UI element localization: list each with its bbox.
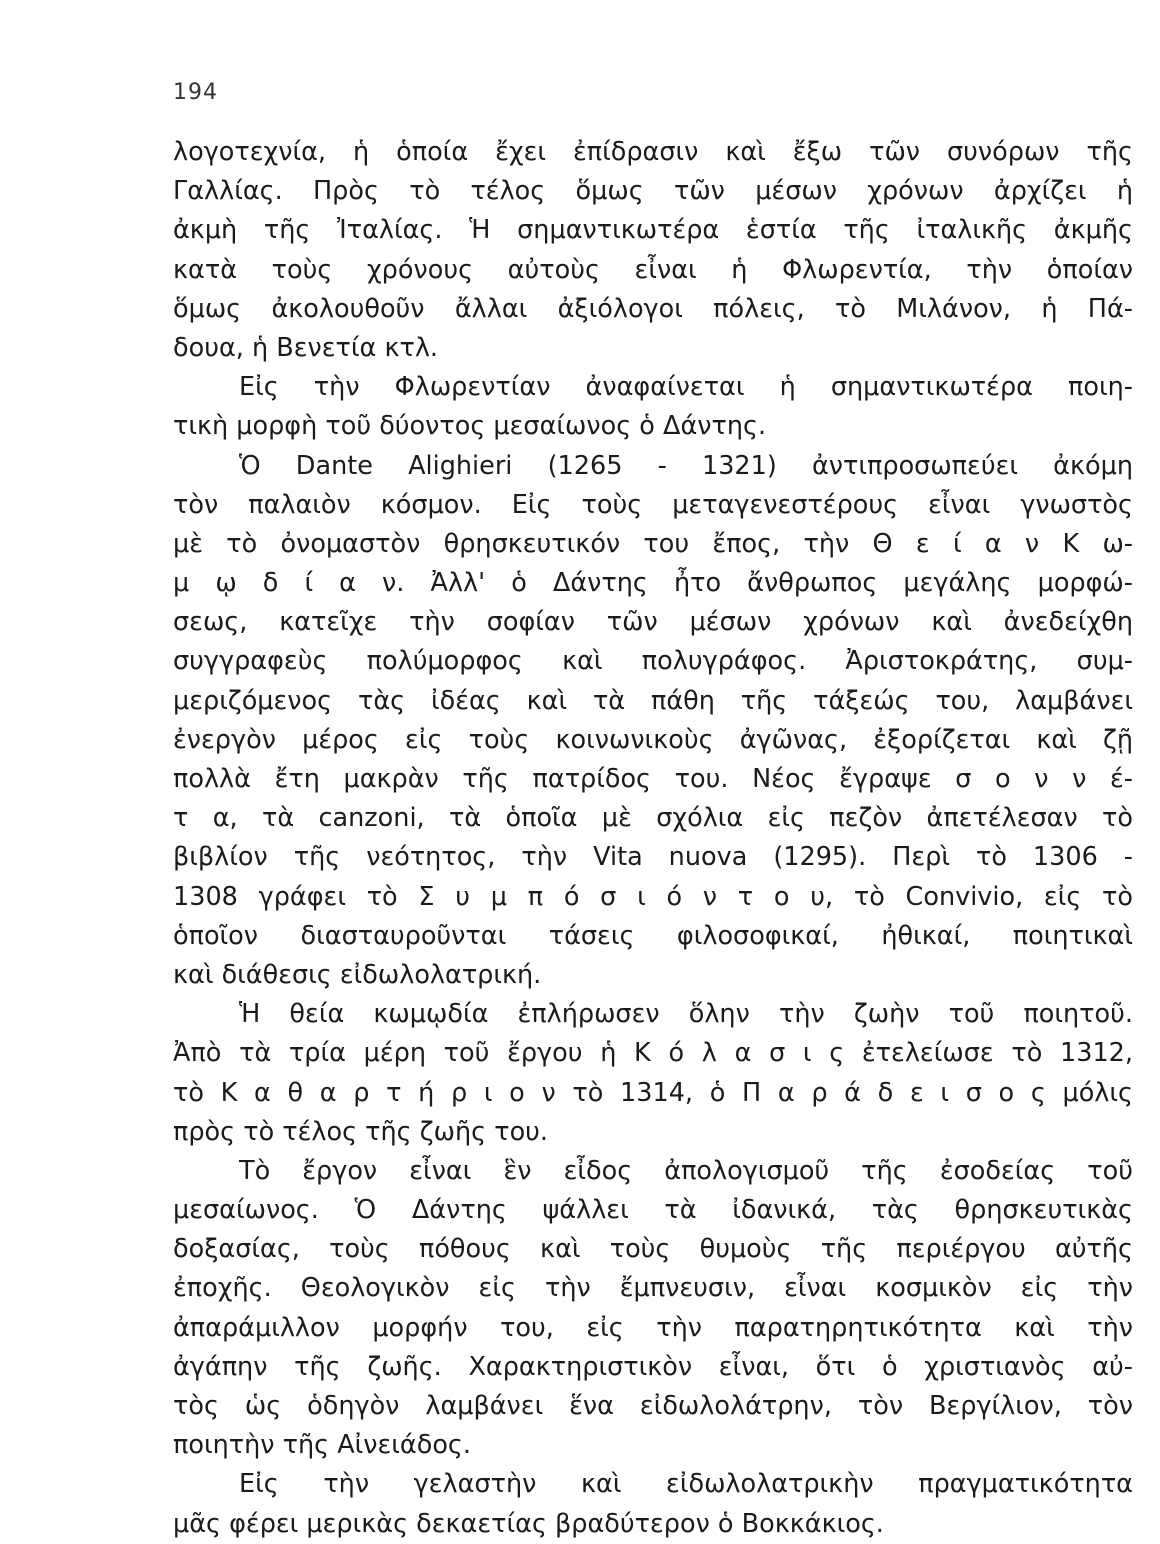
text-line: καὶ διάθεσις εἰδωλολατρική. [173, 959, 542, 990]
text-line: μὲ τὸ ὀνομαστὸν θρησκευτικόν του ἔπος, τὴν Θ ε ί α ν Κ ω- [173, 528, 1133, 559]
text-line: ποιητὴν τῆς Αἰνειάδος. [173, 1430, 472, 1461]
text-line: τὸν παλαιὸν κόσμον. Εἰς τοὺς μεταγενεστέρους εἶναι γνωστὸς [173, 489, 1133, 520]
text-line: ἀκμὴ τῆς Ἰταλίας. Ἡ σημαντικωτέρα ἑστία τῆς ἰταλικῆς ἀκμῆς [173, 215, 1133, 246]
text-line: Εἰς τὴν γελαστὴν καὶ εἰδωλολατρικὴν πραγματικότητα [239, 1469, 1133, 1500]
text-line: σεως, κατεῖχε τὴν σοφίαν τῶν μέσων χρόνων καὶ ἀνεδείχθη [173, 607, 1133, 638]
text-line: Γαλλίας. Πρὸς τὸ τέλος ὅμως τῶν μέσων χρόνων ἀρχίζει ἡ [173, 176, 1133, 207]
text-line: ἐποχῆς. Θεολογικὸν εἰς τὴν ἔμπνευσιν, εἶναι κοσμικὸν εἰς τὴν [173, 1273, 1133, 1304]
text-line: τ α, τὰ canzoni, τὰ ὁποῖα μὲ σχόλια εἰς πεζὸν ἀπετέλεσαν τὸ [173, 803, 1133, 834]
text-line: Ἀπὸ τὰ τρία μέρη τοῦ ἔργου ἡ Κ ό λ α σ ι ς ἐτελείωσε τὸ 1312, [173, 1038, 1133, 1069]
text-line: λογοτεχνία, ἡ ὁποία ἔχει ἐπίδρασιν καὶ ἔξω τῶν συνόρων τῆς [173, 137, 1133, 167]
text-line: ὅμως ἀκολουθοῦν ἄλλαι ἀξιόλογοι πόλεις, τὸ Μιλάνον, ἡ Πά- [173, 293, 1133, 324]
text-line: δουα, ἡ Βενετία κτλ. [173, 332, 439, 363]
text-line: μ ῳ δ ί α ν. Ἀλλ' ὁ Δάντης ἦτο ἄνθρωπος μεγάλης μορφώ- [173, 568, 1133, 599]
text-line: βιβλίον τῆς νεότητος, τὴν Vita nuova (1295). Περὶ τὸ 1306 - [173, 842, 1133, 873]
body-text [173, 133, 1133, 1544]
text-line: τὸ Κ α θ α ρ τ ή ρ ι ο ν τὸ 1314, ὁ Π α ρ ά δ ε ι σ ο ς μόλις [173, 1077, 1133, 1108]
text-line: τικὴ μορφὴ τοῦ δύοντος μεσαίωνος ὁ Δάντης. [173, 411, 767, 442]
text-line: μεριζόμενος τὰς ἰδέας καὶ τὰ πάθη τῆς τάξεώς του, λαμβάνει [173, 685, 1133, 716]
text-line: ἐνεργὸν μέρος εἰς τοὺς κοινωνικοὺς ἀγῶνας, ἐξορίζεται καὶ ζῇ [173, 724, 1133, 755]
text-line: συγγραφεὺς πολύμορφος καὶ πολυγράφος. Ἀριστοκράτης, συμ- [173, 646, 1133, 677]
text-line: μᾶς φέρει μερικὰς δεκαετίας βραδύτερον ὁ Βοκκάκιος. [173, 1508, 884, 1539]
text-line: δοξασίας, τοὺς πόθους καὶ τοὺς θυμοὺς τῆς περιέργου αὐτῆς [173, 1234, 1133, 1265]
text-line: πολλὰ ἔτη μακρὰν τῆς πατρίδος του. Νέος ἔγραψε σ ο ν ν έ- [173, 764, 1133, 794]
text-line: ἀπαράμιλλον μορφήν του, εἰς τὴν παρατηρητικότητα καὶ τὴν [173, 1312, 1133, 1343]
text-line: τὸς ὡς ὁδηγὸν λαμβάνει ἕνα εἰδωλολάτρην, τὸν Βεργίλιον, τὸν [173, 1391, 1133, 1421]
text-line: Ἡ θεία κωμῳδία ἐπλήρωσεν ὅλην τὴν ζωὴν τοῦ ποιητοῦ. [239, 999, 1133, 1030]
text-line: μεσαίωνος. Ὁ Δάντης ψάλλει τὰ ἰδανικά, τὰς θρησκευτικὰς [173, 1195, 1133, 1226]
text-line: Τὸ ἔργον εἶναι ἓν εἶδος ἀπολογισμοῦ τῆς ἐσοδείας τοῦ [239, 1155, 1133, 1186]
text-line: Εἰς τὴν Φλωρεντίαν ἀναφαίνεται ἡ σημαντικωτέρα ποιη- [239, 372, 1133, 403]
text-line: ὁποῖον διασταυροῦνται τάσεις φιλοσοφικαί, ἠθικαί, ποιητικαὶ [173, 920, 1133, 951]
text-line: πρὸς τὸ τέλος τῆς ζωῆς του. [173, 1116, 549, 1147]
text-line: 1308 γράφει τὸ Σ υ μ π ό σ ι ό ν τ ο υ, τὸ Convivio, εἰς τὸ [173, 881, 1133, 912]
text-line: ἀγάπην τῆς ζωῆς. Χαρακτηριστικὸν εἶναι, ὅτι ὁ χριστιανὸς αὐ- [173, 1351, 1133, 1382]
text-line: Ὁ Dante Alighieri (1265 - 1321) ἀντιπροσωπεύει ἀκόμη [239, 450, 1133, 481]
page-number: 194 [173, 80, 218, 105]
text-line: κατὰ τοὺς χρόνους αὐτοὺς εἶναι ἡ Φλωρεντία, τὴν ὁποίαν [173, 254, 1133, 285]
